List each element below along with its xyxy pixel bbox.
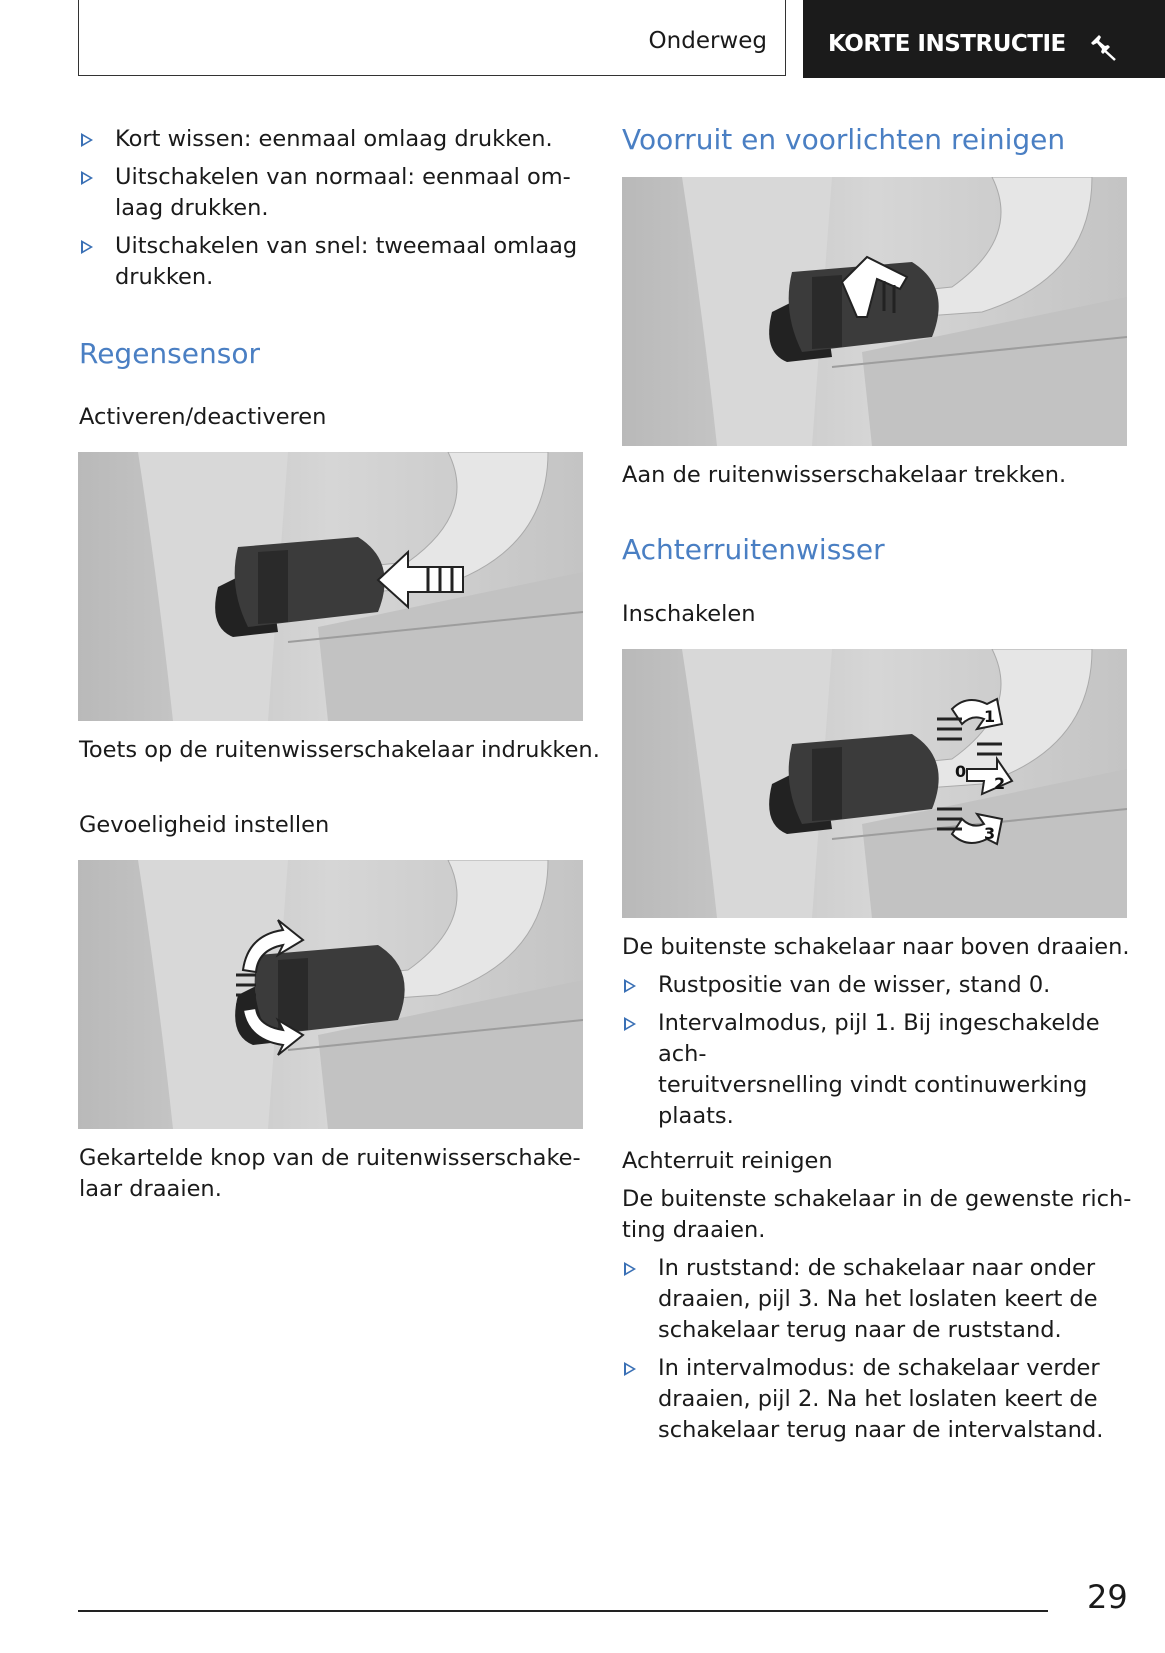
position-label-2: 2 bbox=[994, 774, 1006, 793]
page-number: 29 bbox=[1087, 1578, 1128, 1616]
subheading-enable: Inschakelen bbox=[622, 601, 756, 627]
footer-rule bbox=[78, 1610, 1048, 1612]
list-item-text: Intervalmodus, pijl 1. Bij ingeschakelde ach- bbox=[658, 1010, 1100, 1067]
paragraph-line: ting draaien. bbox=[622, 1217, 766, 1243]
heading-regensensor: Regensensor bbox=[79, 337, 260, 370]
list-item bbox=[79, 124, 579, 155]
illustration-pull-stalk bbox=[622, 177, 1127, 446]
subheading-sensitivity: Gevoeligheid instellen bbox=[79, 812, 330, 838]
subheading-rear-clean: Achterruit reinigen bbox=[622, 1148, 833, 1174]
position-label-0: 0 bbox=[955, 762, 967, 781]
position-label-1: 1 bbox=[984, 707, 996, 726]
list-item-text: draaien, pijl 3. Na het loslaten keert de bbox=[658, 1286, 1098, 1312]
list-item bbox=[79, 162, 579, 224]
list-item-text: schakelaar terug naar de intervalstand. bbox=[658, 1417, 1104, 1443]
heading-windshield: Voorruit en voorlichten reinigen bbox=[622, 123, 1066, 156]
chapter-tab bbox=[803, 0, 1165, 78]
clean-section bbox=[622, 1184, 1142, 1446]
triangle-bullet-icon bbox=[81, 171, 93, 185]
caption-press-button: Toets op de ruitenwisserschakelaar indrukken. bbox=[79, 737, 600, 763]
list-item-text: Uitschakelen van normaal: eenmaal om- bbox=[115, 164, 571, 190]
section-title: Onderweg bbox=[648, 28, 767, 54]
enable-section bbox=[622, 932, 1142, 1132]
left-bullet-list bbox=[79, 124, 579, 293]
list-item bbox=[622, 1353, 1142, 1446]
position-label-3: 3 bbox=[984, 824, 996, 843]
list-item-text: In intervalmodus: de schakelaar verder bbox=[658, 1355, 1100, 1381]
list-item bbox=[622, 1253, 1142, 1346]
list-item-text: draaien, pijl 2. Na het loslaten keert de bbox=[658, 1386, 1098, 1412]
caption-line: laar draaien. bbox=[79, 1176, 222, 1202]
list-item-text: Kort wissen: eenmaal omlaag drukken. bbox=[115, 126, 553, 152]
list-item bbox=[622, 970, 1142, 1001]
illustration-rear-wiper-positions bbox=[622, 649, 1127, 918]
caption-pull-stalk: Aan de ruitenwisserschakelaar trekken. bbox=[622, 462, 1067, 488]
illustration-knurled-knob bbox=[78, 860, 583, 1129]
heading-rear-wiper: Achterruitenwisser bbox=[622, 533, 885, 566]
triangle-bullet-icon bbox=[624, 979, 636, 993]
paragraph: De buitenste schakelaar naar boven draaien. bbox=[622, 934, 1130, 960]
list-item-text: schakelaar terug naar de ruststand. bbox=[658, 1317, 1062, 1343]
list-item-text: teruitversnelling vindt continuwerking bbox=[658, 1072, 1088, 1098]
illustration-press-button bbox=[78, 452, 583, 721]
paragraph-line: De buitenste schakelaar in de gewenste rich- bbox=[622, 1186, 1132, 1212]
list-item-text: Uitschakelen van snel: tweemaal omlaag bbox=[115, 233, 578, 259]
list-item bbox=[79, 231, 579, 293]
header-section-box bbox=[78, 0, 786, 76]
triangle-bullet-icon bbox=[624, 1017, 636, 1031]
triangle-bullet-icon bbox=[624, 1362, 636, 1376]
subheading-activate: Activeren/deactiveren bbox=[79, 404, 327, 430]
caption-line: Gekartelde knop van de ruitenwisserschake- bbox=[79, 1145, 581, 1171]
triangle-bullet-icon bbox=[81, 240, 93, 254]
list-item bbox=[622, 1008, 1142, 1132]
list-item-text: In ruststand: de schakelaar naar onder bbox=[658, 1255, 1096, 1281]
list-item-text: laag drukken. bbox=[115, 195, 269, 221]
triangle-bullet-icon bbox=[81, 133, 93, 147]
chapter-title: KORTE INSTRUCTIE bbox=[828, 31, 1066, 57]
pushpin-icon bbox=[1088, 32, 1118, 62]
list-item-text: drukken. bbox=[115, 264, 214, 290]
triangle-bullet-icon bbox=[624, 1262, 636, 1276]
caption-knurled-knob bbox=[79, 1143, 581, 1205]
list-item-text: Rustpositie van de wisser, stand 0. bbox=[658, 972, 1051, 998]
list-item-text: plaats. bbox=[658, 1103, 734, 1129]
